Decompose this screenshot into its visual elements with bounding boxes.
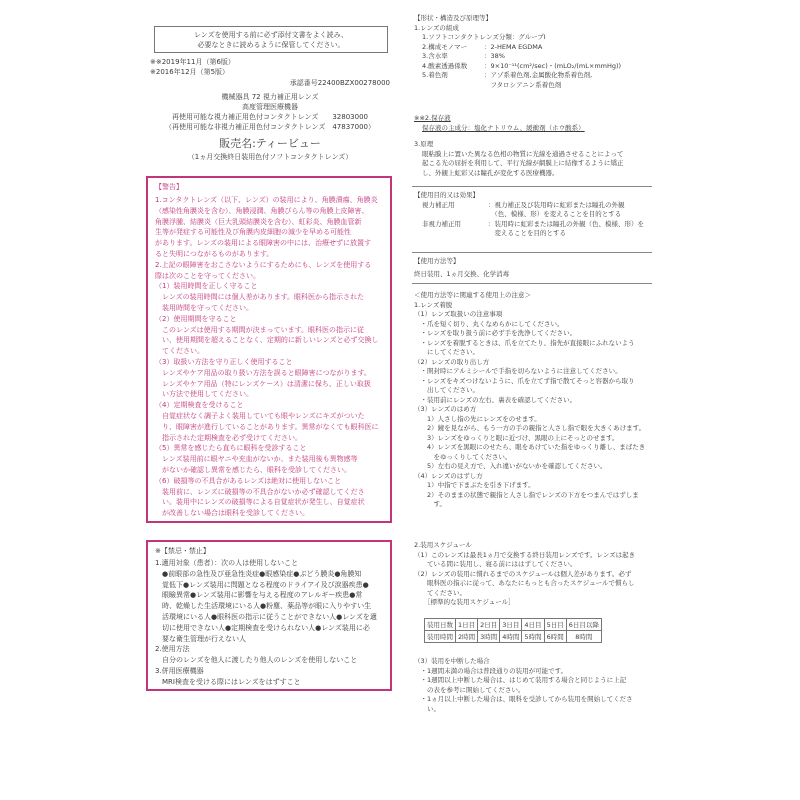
schedule-section: [414, 541, 635, 608]
interrupt-line: ・1週間未満の場合は普段通りの装用が可能です。: [414, 666, 568, 675]
composition-value: ：2-HEMA EGDMA: [484, 42, 543, 51]
approval-number: 承認番号22400BZX00278000: [289, 79, 390, 87]
method-section: [414, 257, 509, 279]
warning-line: 生等が発症する可能性及び角膜内皮細胞の減少を早める可能性: [155, 228, 351, 237]
seller-name: 販売名:ティービュー: [219, 137, 321, 150]
seller-subtitle: （1ヵ月交換終日装用色付ソフトコンタクトレンズ）: [187, 153, 353, 161]
composition-item-6: [422, 81, 621, 91]
notes-line: 出してください。: [414, 386, 479, 394]
notes-line: をゆっくりしてください。: [414, 452, 512, 461]
notes-line: ・爪を短く切り、丸くなめらかにしてください。: [414, 319, 564, 328]
warning-line: い方法で使用してください。: [155, 390, 253, 399]
schedule-table-title: ［標準的な装用スケジュール］: [424, 598, 515, 606]
purpose-label: 視力補正用: [422, 200, 455, 209]
purpose-label: [422, 210, 488, 220]
contra-line: 眼瞼異常●レンズ装用に影響を与える程度のアレルギー疾患●常: [155, 591, 363, 600]
warning-line: 装用前に、レンズに破損等の不具合がないか必ず確認してくださ: [155, 487, 365, 496]
table-cell: 5日目: [544, 619, 566, 631]
purpose-row-2: [422, 210, 644, 220]
product-info: [148, 92, 392, 132]
schedule-line: （1）このレンズは最長1ヵ月で交換する終日装用レンズです。レンズは起き: [414, 550, 636, 559]
warning-line: （4）定期検査を受けること: [155, 401, 244, 410]
notes-line: 1.レンズ着脱: [414, 300, 453, 309]
notes-line: ・レンズを着脱するときは、爪を立てたり、指先が直接眼にふれないよう: [414, 338, 635, 347]
notes-line: 4）レンズを黒眼にのせたら、眼をあけていた指をゆっくり離し、まばたき: [414, 443, 646, 451]
interrupt-line: （3）装用を中断した場合: [414, 657, 490, 665]
composition-label: 4.酸素透過係数: [422, 61, 468, 70]
purpose-label: 非視力補正用: [422, 219, 461, 228]
warning-line: （6）破損等の不具合があるレンズは絶対に使用しないこと: [155, 476, 342, 485]
interrupt-line: ・1週間以上中断した場合は、はじめて装用する場合と同じように上記: [414, 676, 627, 684]
shape-title: 【形状・構造及び原理等】: [414, 14, 492, 22]
contraindications-text: [155, 558, 377, 688]
contra-line: MRI検査を受ける際にはレンズをはずすこと: [155, 677, 301, 686]
divider: [412, 283, 652, 284]
warning-line: 際は次のことを守ってください。: [155, 271, 260, 280]
composition-label: [422, 81, 484, 91]
composition-item-3: [422, 52, 621, 62]
interrupt-section: [414, 657, 633, 714]
warning-line: 角膜浮腫、結膜炎（巨大乳頭結膜炎を含む）、虹彩炎、角膜血管新: [155, 217, 362, 226]
warning-box: [146, 176, 392, 523]
warning-line: が改善しない場合は眼科を受診してください。: [155, 509, 309, 518]
notes-title: ＜使用方法等に関連する使用上の注意＞: [414, 291, 531, 299]
table-cell: 5時間: [522, 631, 544, 643]
warning-title: 【警告】: [155, 183, 183, 191]
warning-line: い。装用中にレンズの破損等による自覚症状が発生し、自覚症状: [155, 498, 365, 507]
method-title: 【使用方法等】: [414, 257, 460, 265]
contraindications-box: [146, 540, 392, 691]
table-cell: 6時間: [544, 631, 566, 643]
notes-line: 3）レンズをゆっくりと眼に近づけ、黒眼の上にそっとのせます。: [414, 433, 619, 442]
warning-line: があります。レンズの装用による眼障害の中には、治療せずに放置す: [155, 239, 372, 248]
shape-section: [414, 14, 492, 33]
principle-section: [414, 140, 624, 178]
warning-line: てください。: [155, 347, 204, 356]
method-text: 終日装用、1ヵ月交換、化学消毒: [414, 269, 510, 278]
notes-line: にしてください。: [414, 348, 479, 356]
warning-line: り、眼障害が進行していることがあります。異常がなくても眼科医に: [155, 422, 379, 431]
composition-value: フタロシアニン系着色剤: [484, 80, 562, 89]
notes-line: 2）鏡を見ながら、もう一方の手の親指と人さし指で眼を大きくあけます。: [414, 424, 646, 432]
contra-line: 2.使用方法: [155, 645, 190, 654]
table-cell: 2日目: [478, 619, 500, 631]
storage-section: [414, 114, 585, 133]
warning-line: （感染性角膜炎を含む）、角膜浸潤、角膜びらん等の角膜上皮障害、: [155, 206, 369, 215]
composition-item-2: [422, 43, 621, 53]
table-cell: 4時間: [500, 631, 522, 643]
contra-line: 時、乾燥した生活環境にいる人●粉塵、薬品等が眼に入りやすい生: [155, 602, 372, 611]
notes-line: ・装用前にレンズの左右、裏表を確認してください。: [414, 395, 577, 404]
revision-1: ※※2019年11月（第6版）: [150, 58, 235, 66]
table-cell: 1日目: [456, 619, 478, 631]
contra-line: 切に使用できない人●定期検査を受けられない人●レンズ装用に必: [155, 623, 370, 632]
notes-line: 1）中指で下まぶたを引き下げます。: [414, 481, 535, 489]
notes-line: す。: [414, 500, 446, 508]
notice-line-1: レンズを使用する前に必ず添付文書をよく読み、: [193, 31, 349, 39]
product-category: 高度管理医療機器: [242, 103, 298, 111]
usage-notes: [414, 291, 645, 510]
composition-item-5: [422, 71, 621, 81]
warning-line: （1）装用時間を正しく守ること: [155, 282, 258, 291]
contra-line: 3.併用医療機器: [155, 666, 204, 675]
notes-line: ・レンズを取り扱う前に必ず手を洗浄してください。: [414, 329, 577, 337]
table-cell: 装用時間: [425, 631, 456, 643]
warning-line: がないか確認し異常を感じたら、眼科を受診してください。: [155, 465, 351, 474]
table-cell: 8時間: [566, 631, 601, 643]
composition-label: 3.含水率: [422, 52, 448, 60]
schedule-line: てください。: [414, 588, 466, 597]
principle-line: 眼粘膜上に置いた異なる色相の物質に光線を通過させることによって: [422, 149, 624, 158]
notes-line: （2）レンズの取り出し方: [414, 357, 490, 366]
notes-line: （1）レンズ取扱いの注意事項: [414, 310, 503, 318]
contra-line: 要な衛生管理が行えない人: [155, 634, 246, 643]
warning-line: ると失明につながるものがあります。: [155, 249, 274, 258]
purpose-value: ：視力補正及び装用時に虹彩または瞳孔の外観: [488, 200, 625, 209]
warning-line: （2）使用期間を守ること: [155, 314, 237, 323]
contraindications-title: ※【禁忌・禁止】: [155, 547, 210, 555]
revision-2: ※2016年12月（第5版）: [150, 68, 230, 76]
composition-label: 2.構成モノマー: [422, 42, 468, 51]
purpose-row-1: [422, 201, 644, 211]
composition-label: 5.着色剤: [422, 71, 448, 79]
notes-line: （4）レンズのはずし方: [414, 471, 483, 480]
storage-text: 保存液の主成分：塩化ナトリウム、緩衝剤（ホウ酸系）: [422, 123, 585, 132]
warning-line: このレンズは使用する期間が決まっています。眼科医の指示に従: [155, 325, 365, 334]
purpose-value: 変えることを目的とする: [488, 229, 566, 237]
composition-title: 1.レンズの組成: [414, 23, 459, 32]
warning-line: 自覚症状なく調子よく装用していても眼やレンズにキズがついた: [155, 411, 365, 420]
purpose-label: [422, 229, 488, 239]
composition-list: [422, 33, 621, 90]
notes-line: 5）左右の見え方で、入れ違いがないかを確認してください。: [414, 462, 607, 470]
product-class: 機械器具 72 視力補正用レンズ: [221, 93, 319, 101]
table-cell: 3日目: [500, 619, 522, 631]
contra-line: 1.適用対象（患者）：次の人は使用しないこと: [155, 559, 299, 567]
divider: [412, 186, 652, 187]
product-generic-2: （再使用可能な非視力補正用色付コンタクトレンズ 47837000）: [165, 123, 375, 131]
interrupt-line: い。: [414, 704, 440, 713]
notes-line: （3）レンズのはめ方: [414, 405, 477, 413]
composition-value: ：38%: [484, 52, 505, 60]
purpose-section: [414, 191, 644, 239]
warning-line: 指示された定期検査を必ず受けてください。: [155, 433, 302, 442]
product-generic-1: 再使用可能な視力補正用色付コンタクトレンズ 32803000: [172, 113, 368, 121]
notes-line: ・開封時にアルミシールで手指を切らないように注意してください。: [414, 367, 622, 375]
warning-line: レンズやケア用品（特にレンズケース）は清潔に保ち、正しい取扱: [155, 379, 371, 388]
contra-line: 活環境にいる人●眼科医の指示に従うことができない人●レンズを適: [155, 612, 377, 621]
composition-value: ：アゾ系着色剤,金属酸化物系着色剤,: [484, 71, 593, 79]
contra-line: ●前眼部の急性及び亜急性炎症●眼感染症●ぶどう膜炎●角膜知: [155, 569, 362, 578]
principle-title: 3.原理: [414, 140, 434, 148]
warning-line: 2.上記の眼障害をおこさないようにするためにも、レンズを使用する: [155, 260, 372, 269]
table-cell: 3時間: [478, 631, 500, 643]
warning-line: レンズやケア用品の取り扱い方法を誤ると眼障害につながります。: [155, 368, 371, 377]
warning-line: い、使用期間を超えることなく、定期的に新しいレンズと必ず交換し: [155, 336, 379, 345]
purpose-title: 【使用目的又は効果】: [414, 191, 479, 199]
warning-line: レンズ装用前に眼ヤニや充血がないか、また装用後も異物感等: [155, 455, 358, 464]
warning-line: （5）異常を感じたら直ちに眼科を受診すること: [155, 444, 307, 453]
interrupt-line: ・1ヵ月以上中断した場合は、眼科を受診してから装用を開始してくださ: [414, 695, 633, 703]
notice-line-2: 必要なときに読めるように保管してください。: [197, 41, 345, 49]
warning-line: （3）取扱い方法を守り正しく使用すること: [155, 357, 293, 366]
purpose-row-4: [422, 229, 644, 239]
purpose-value: （色、模様、形）を変えることを目的とする: [488, 210, 622, 218]
table-cell: 4日目: [522, 619, 544, 631]
purpose-value: ：装用時に虹彩または瞳孔の外観（色、模様、形）を: [488, 219, 644, 228]
table-row: [425, 619, 602, 631]
contra-line: 覚低下●レンズ装用に問題となる程度のドライアイ及び涙器疾患●: [155, 580, 369, 589]
storage-title: ※※2.保存液: [414, 114, 451, 122]
schedule-line: 眼科医の指示に従って、あなたにもっとも合ったスケジュールで慣らし: [414, 579, 635, 587]
composition-item-1: 1.ソフトコンタクトレンズ分類：グループⅠ: [422, 33, 546, 41]
principle-line: 起こる光の屈折を利用して、平行光線が網膜上に結像するように矯正: [422, 159, 624, 167]
table-cell: 6日目以降: [566, 619, 601, 631]
contra-line: 自分のレンズを他人に渡したり他人のレンズを使用しないこと: [155, 656, 358, 665]
interrupt-line: の表を参考に開始してください。: [414, 685, 525, 694]
warning-text: [155, 195, 378, 519]
notes-line: ・レンズをキズつけないように、爪を立てず指で散てそっと容器から取り: [414, 376, 635, 385]
composition-item-4: [422, 62, 621, 72]
principle-line: し、外観上虹彩又は瞳孔が変化する医療機器。: [422, 168, 559, 177]
notes-line: 1）人さし指の先にレンズをのせます。: [414, 414, 541, 423]
schedule-line: ている間に装用し、寝る前にははずしてください。: [414, 560, 577, 568]
schedule-title: 2.装用スケジュール: [414, 541, 472, 549]
schedule-table: [424, 618, 602, 643]
notes-line: 2）そのままの状態で親指と人さし指でレンズの下方をつまんではずしま: [414, 490, 639, 499]
table-row: [425, 631, 602, 643]
schedule-line: （2）レンズの装用に慣れるまでのスケジュールは個人差があります。必ず: [414, 569, 632, 578]
revision-history: [150, 57, 235, 77]
notice-box: [154, 26, 388, 53]
purpose-row-3: [422, 220, 644, 230]
table-cell: 2時間: [456, 631, 478, 643]
warning-line: 装用時間を守ってください。: [155, 303, 253, 312]
warning-line: レンズの装用時間には個人差があります。眼科医から指示された: [155, 293, 365, 302]
composition-value: ：9×10⁻¹¹(cm²/sec)・(mLO₂/(mL×mmHg)): [484, 61, 622, 70]
table-cell: 装用日数: [425, 619, 456, 631]
divider: [412, 252, 652, 253]
warning-line: 1.コンタクトレンズ（以下、レンズ）の装用により、角膜潰瘍、角膜炎: [155, 196, 378, 204]
